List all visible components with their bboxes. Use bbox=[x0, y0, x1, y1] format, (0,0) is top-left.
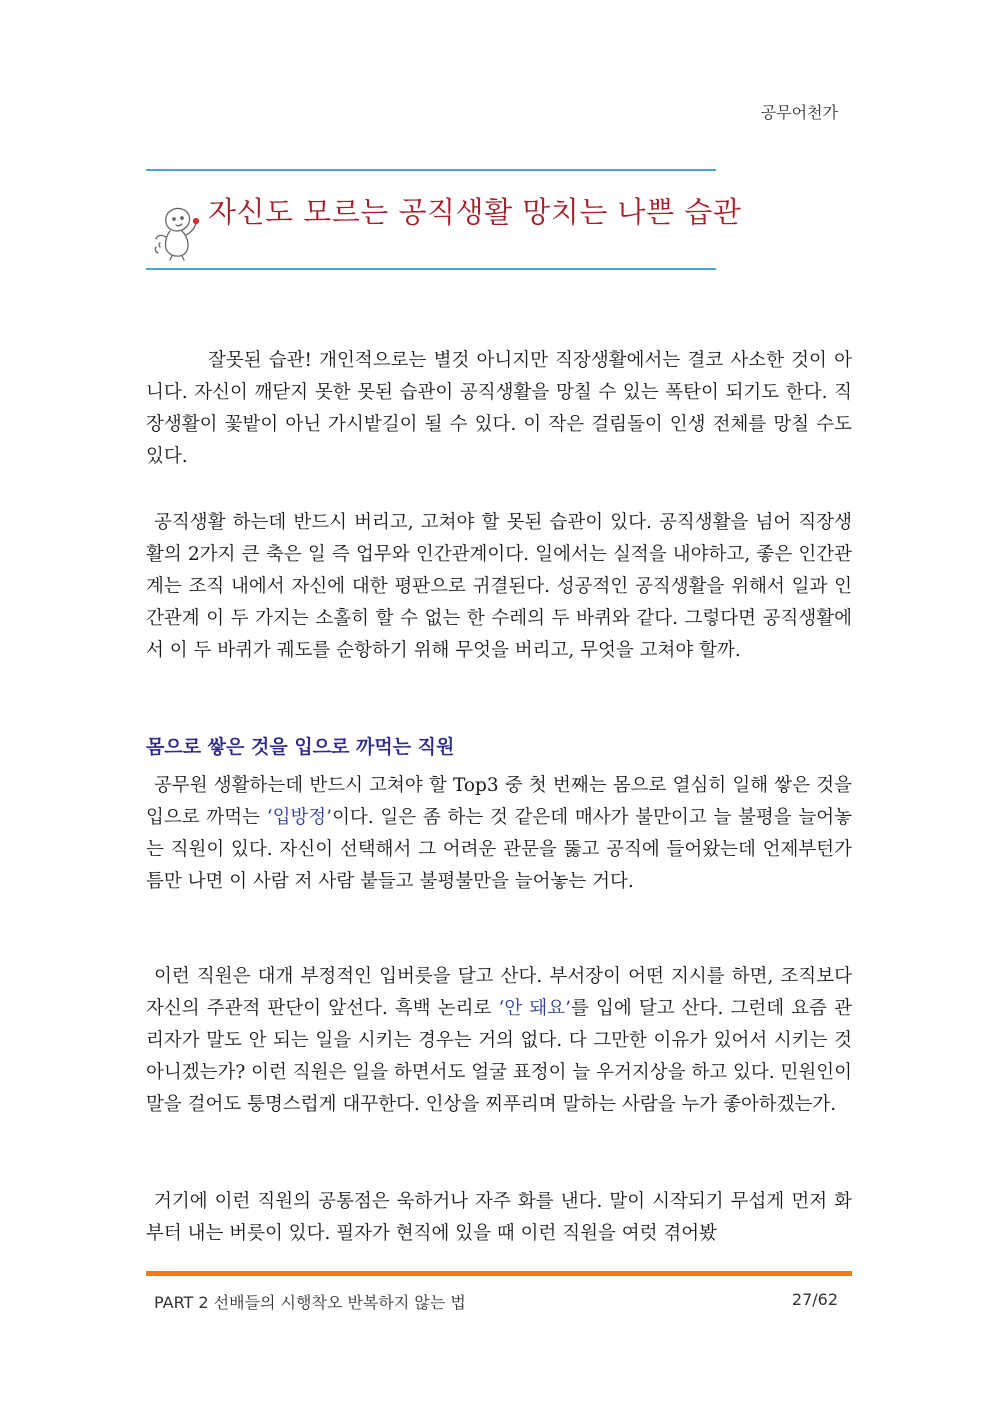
paragraph-text: 공무원 생활하는데 반드시 고쳐야 할 Top3 중 첫 번째는 몸으로 열심히 일해 쌓은 것을 입으로 까먹는 bbox=[146, 775, 852, 828]
highlighted-term: ‘입방정’ bbox=[266, 807, 333, 828]
highlighted-term: ‘안 돼요’ bbox=[498, 998, 571, 1019]
paragraph-text: 를 입에 달고 산다. 그런데 요즘 관리자가 말도 안 되는 일을 시키는 경우는 거의 없다. 다 그만한 이유가 있어서 시키는 것 아니겠는가? 이런 직원은 일을 하면서도 얼굴 표정이 늘 우거지상을 하고 있다. 민원인이 말을 걸어도 퉁명스럽게 대꾸한다. 인상을 찌푸리며 말하는 사람을 누가 좋아하겠는가. bbox=[146, 998, 852, 1115]
title-bottom-rule bbox=[146, 268, 716, 270]
paragraph-text: 이다. 일은 좀 하는 것 같은데 매사가 불만이고 늘 불평을 늘어놓는 직원이 있다. 자신이 선택해서 그 어려운 관문을 뚫고 공직에 들어왔는데 언제부턴가 틈만 나면 이 사람 저 사람 붙들고 불평불만을 늘어놓는 거다. bbox=[146, 807, 852, 892]
paragraph-intro: 잘못된 습관! 개인적으로는 별것 아니지만 직장생활에서는 결코 사소한 것이 아니다. 자신이 깨닫지 못한 못된 습관이 공직생활을 망칠 수 있는 폭탄이 되기도 한다. 직장생활이 꽃밭이 아닌 가시밭길이 될 수 있다. 이 작은 걸림돌이 인생 전체를 망칠 수도 있다. bbox=[146, 350, 852, 467]
cartoon-character-icon bbox=[150, 203, 202, 261]
page-number: 27/62 bbox=[791, 1290, 838, 1309]
paragraph-text: 이런 직원은 대개 부정적인 입버릇을 달고 산다. 부서장이 어떤 지시를 하면, 조직보다 자신의 주관적 판단이 앞선다. 흑백 논리로 bbox=[146, 966, 852, 1019]
paragraph-anger: 거기에 이런 직원의 공통점은 욱하거나 자주 화를 낸다. 말이 시작되기 무섭게 먼저 화부터 내는 버릇이 있다. 필자가 현직에 있을 때 이런 직원을 여럿 겪어봤 bbox=[146, 1191, 852, 1244]
running-header: 공무어천가 bbox=[760, 103, 838, 122]
paragraph-two-wheels: 공직생활 하는데 반드시 버리고, 고쳐야 할 못된 습관이 있다. 공직생활을 넘어 직장생활의 2가지 큰 축은 일 즉 업무와 인간관계이다. 일에서는 실적을 내야하고, 좋은 인간관계는 조직 내에서 자신에 대한 평판으로 귀결된다. 성공적인 공직생활을 위해서 일과 인간관계 이 두 가지는 소홀히 할 수 없는 한 수레의 두 바퀴와 같다. 그렇다면 공직생활에서 이 두 바퀴가 궤도를 순항하기 위해 무엇을 버리고, 무엇을 고쳐야 할까. bbox=[146, 512, 852, 661]
footer-rule bbox=[146, 1271, 852, 1276]
chapter-title: 자신도 모르는 공직생활 망치는 나쁜 습관 bbox=[208, 195, 742, 229]
title-top-rule bbox=[146, 169, 716, 171]
section-heading: 몸으로 쌓은 것을 입으로 까먹는 직원 bbox=[146, 736, 455, 758]
footer-part-title: PART 2 선배들의 시행착오 반복하지 않는 법 bbox=[154, 1293, 466, 1312]
paragraph-top3 bbox=[146, 770, 852, 898]
paragraph-negative-habits bbox=[146, 961, 852, 1121]
